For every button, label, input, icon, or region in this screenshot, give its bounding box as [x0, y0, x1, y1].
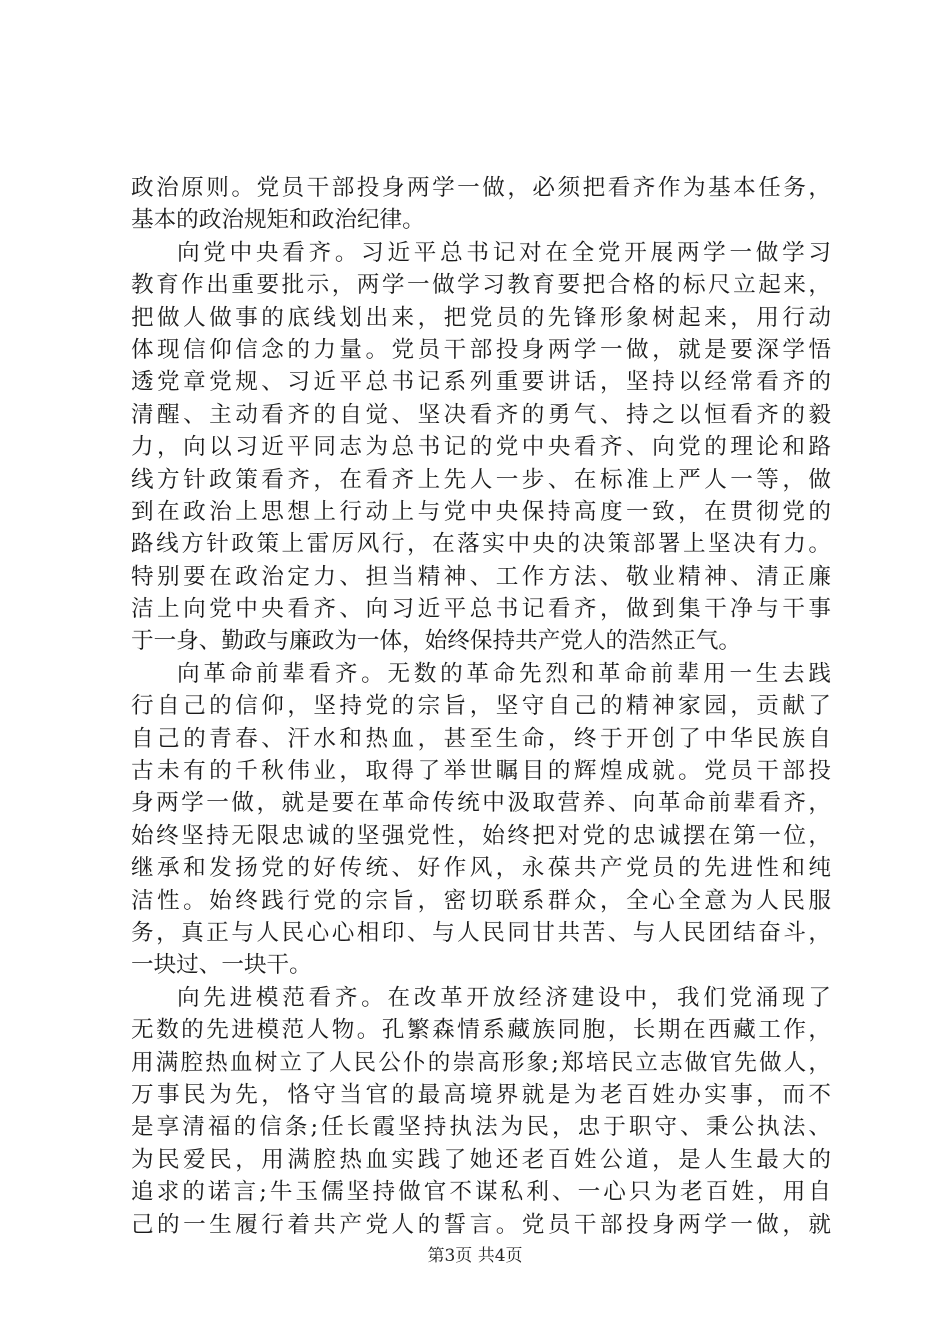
text-line: 政治原则。党员干部投身两学一做，必须把看齐作为基本任务， — [131, 175, 831, 201]
text-line: 向革命前辈看齐。无数的革命先烈和革命前辈用一生去践 — [177, 660, 831, 687]
text-line: 路线方针政策上雷厉风行，在落实中央的决策部署上坚决有力。 — [131, 531, 831, 558]
text-line: 是享清福的信条;任长霞坚持执法为民，忠于职守、秉公执法、 — [131, 1114, 831, 1141]
text-line: 无数的先进模范人物。孔繁森情系藏族同胞，长期在西藏工作， — [131, 1017, 831, 1044]
text-line: 向党中央看齐。习近平总书记对在全党开展两学一做学习 — [177, 239, 831, 266]
page-footer — [0, 1244, 950, 1268]
text-line: 体现信仰信念的力量。党员干部投身两学一做，就是要深学悟 — [131, 336, 831, 363]
text-line: 特别要在政治定力、担当精神、工作方法、敬业精神、清正廉 — [131, 563, 831, 590]
text-line: 始终坚持无限忠诚的坚强党性，始终把对党的忠诚摆在第一位， — [131, 822, 831, 849]
text-line: 教育作出重要批示，两学一做学习教育要把合格的标尺立起来， — [131, 272, 831, 299]
text-line: 力，向以习近平同志为总书记的党中央看齐、向党的理论和路 — [131, 434, 831, 461]
text-line: 到在政治上思想上行动上与党中央保持高度一致，在贯彻党的 — [131, 498, 831, 525]
text-line: 行自己的信仰，坚持党的宗旨，坚守自己的精神家园，贡献了 — [131, 693, 831, 720]
text-line: 己的一生履行着共产党人的誓言。党员干部投身两学一做，就 — [131, 1211, 831, 1238]
text-line: 用满腔热血树立了人民公仆的崇高形象;郑培民立志做官先做人， — [131, 1049, 831, 1076]
text-line: 线方针政策看齐，在看齐上先人一步、在标准上严人一等，做 — [131, 466, 831, 493]
page-number-label: 第3页 共4页 — [427, 1246, 523, 1266]
text-line: 基本的政治规矩和政治纪律。 — [131, 207, 425, 234]
text-line: 务，真正与人民心心相印、与人民同甘共苦、与人民团结奋斗， — [131, 919, 831, 946]
text-line: 洁性。始终践行党的宗旨，密切联系群众，全心全意为人民服 — [131, 887, 831, 914]
text-line: 继承和发扬党的好传统、好作风，永葆共产党员的先进性和纯 — [131, 855, 831, 882]
text-line: 为民爱民，用满腔热血实践了她还老百姓公道，是人生最大的 — [131, 1146, 831, 1173]
text-line: 透党章党规、习近平总书记系列重要讲话，坚持以经常看齐的 — [131, 369, 831, 396]
text-line: 一块过、一块干。 — [131, 952, 312, 979]
text-line: 洁上向党中央看齐、向习近平总书记看齐，做到集干净与干事 — [131, 596, 831, 623]
text-line: 清醒、主动看齐的自觉、坚决看齐的勇气、持之以恒看齐的毅 — [131, 401, 831, 428]
text-line: 向先进模范看齐。在改革开放经济建设中，我们党涌现了 — [177, 984, 831, 1011]
text-line: 古未有的千秋伟业，取得了举世瞩目的辉煌成就。党员干部投 — [131, 758, 831, 785]
text-line: 把做人做事的底线划出来，把党员的先锋形象树起来，用行动 — [131, 304, 831, 331]
text-line: 自己的青春、汗水和热血，甚至生命，终于开创了中华民族自 — [131, 725, 831, 752]
text-line: 追求的诺言;牛玉儒坚持做官不谋私利、一心只为老百姓，用自 — [131, 1179, 831, 1206]
text-line: 万事民为先，恪守当官的最高境界就是为老百姓办实事，而不 — [131, 1081, 831, 1108]
text-line: 于一身、勤政与廉政为一体，始终保持共产党人的浩然正气。 — [131, 628, 742, 655]
text-line: 身两学一做，就是要在革命传统中汲取营养、向革命前辈看齐， — [131, 790, 831, 817]
document-body — [131, 172, 831, 1241]
